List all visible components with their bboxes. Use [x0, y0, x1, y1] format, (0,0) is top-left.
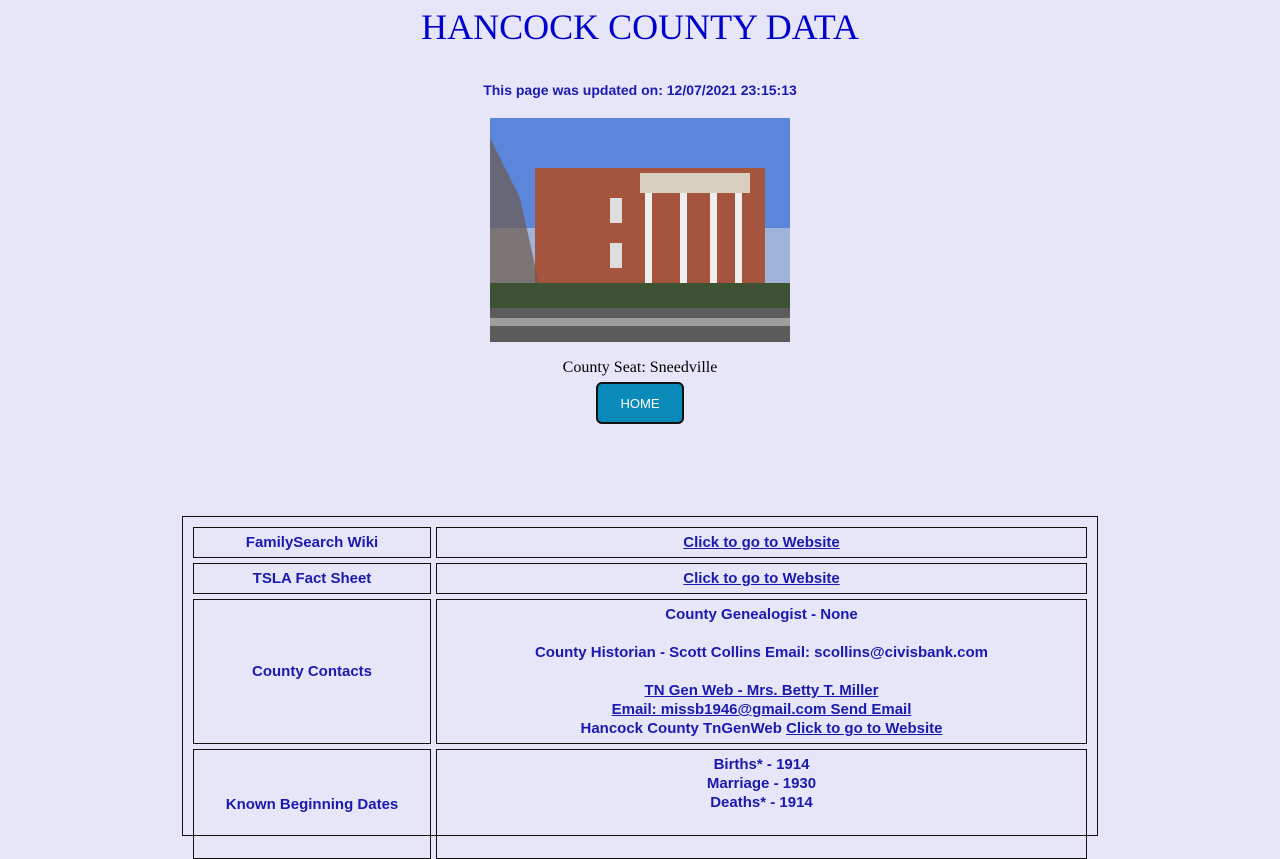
label-tsla — [193, 563, 431, 594]
updated-timestamp: This page was updated on: 12/07/2021 23:15:13 — [483, 82, 797, 98]
births-date: Births* - 1914 — [713, 756, 810, 773]
value-known-dates — [436, 749, 1087, 859]
send-email-link[interactable]: Email: missb1946@gmail.com Send Email — [611, 701, 912, 718]
value-familysearch — [436, 527, 1087, 558]
label-familysearch — [193, 527, 431, 558]
tsla-link[interactable]: Click to go to Website — [683, 570, 840, 587]
county-data-table — [182, 516, 1098, 836]
value-county-contacts — [436, 599, 1087, 744]
label-county-contacts — [193, 599, 431, 744]
courthouse-photo — [490, 118, 790, 342]
home-button[interactable]: HOME — [596, 382, 684, 424]
label-known-dates — [193, 749, 431, 859]
marriage-date: Marriage - 1930 — [706, 775, 817, 792]
value-tsla — [436, 563, 1087, 594]
hancock-tngenweb-link[interactable]: Click to go to Website — [786, 720, 943, 737]
county-seat: County Seat: Sneedville — [562, 359, 718, 376]
county-historian: County Historian - Scott Collins Email: scollins@civisbank.com — [534, 644, 989, 661]
row-label: TSLA Fact Sheet — [252, 570, 372, 587]
row-label: FamilySearch Wiki — [245, 534, 379, 551]
row-label: Known Beginning Dates — [225, 795, 399, 813]
hancock-tngenweb-label: Hancock County TnGenWeb — [580, 720, 787, 737]
row-label: County Contacts — [252, 663, 372, 680]
hancock-tngenweb-line — [581, 719, 943, 738]
deaths-date: Deaths* - 1914 — [710, 794, 813, 811]
courthouse-image-icon — [490, 118, 790, 342]
familysearch-link[interactable]: Click to go to Website — [683, 534, 840, 551]
page-title: HANCOCK COUNTY DATA — [421, 7, 859, 47]
tngenweb-contact-link[interactable]: TN Gen Web - Mrs. Betty T. Miller — [644, 682, 879, 699]
county-genealogist: County Genealogist - None — [665, 606, 858, 623]
